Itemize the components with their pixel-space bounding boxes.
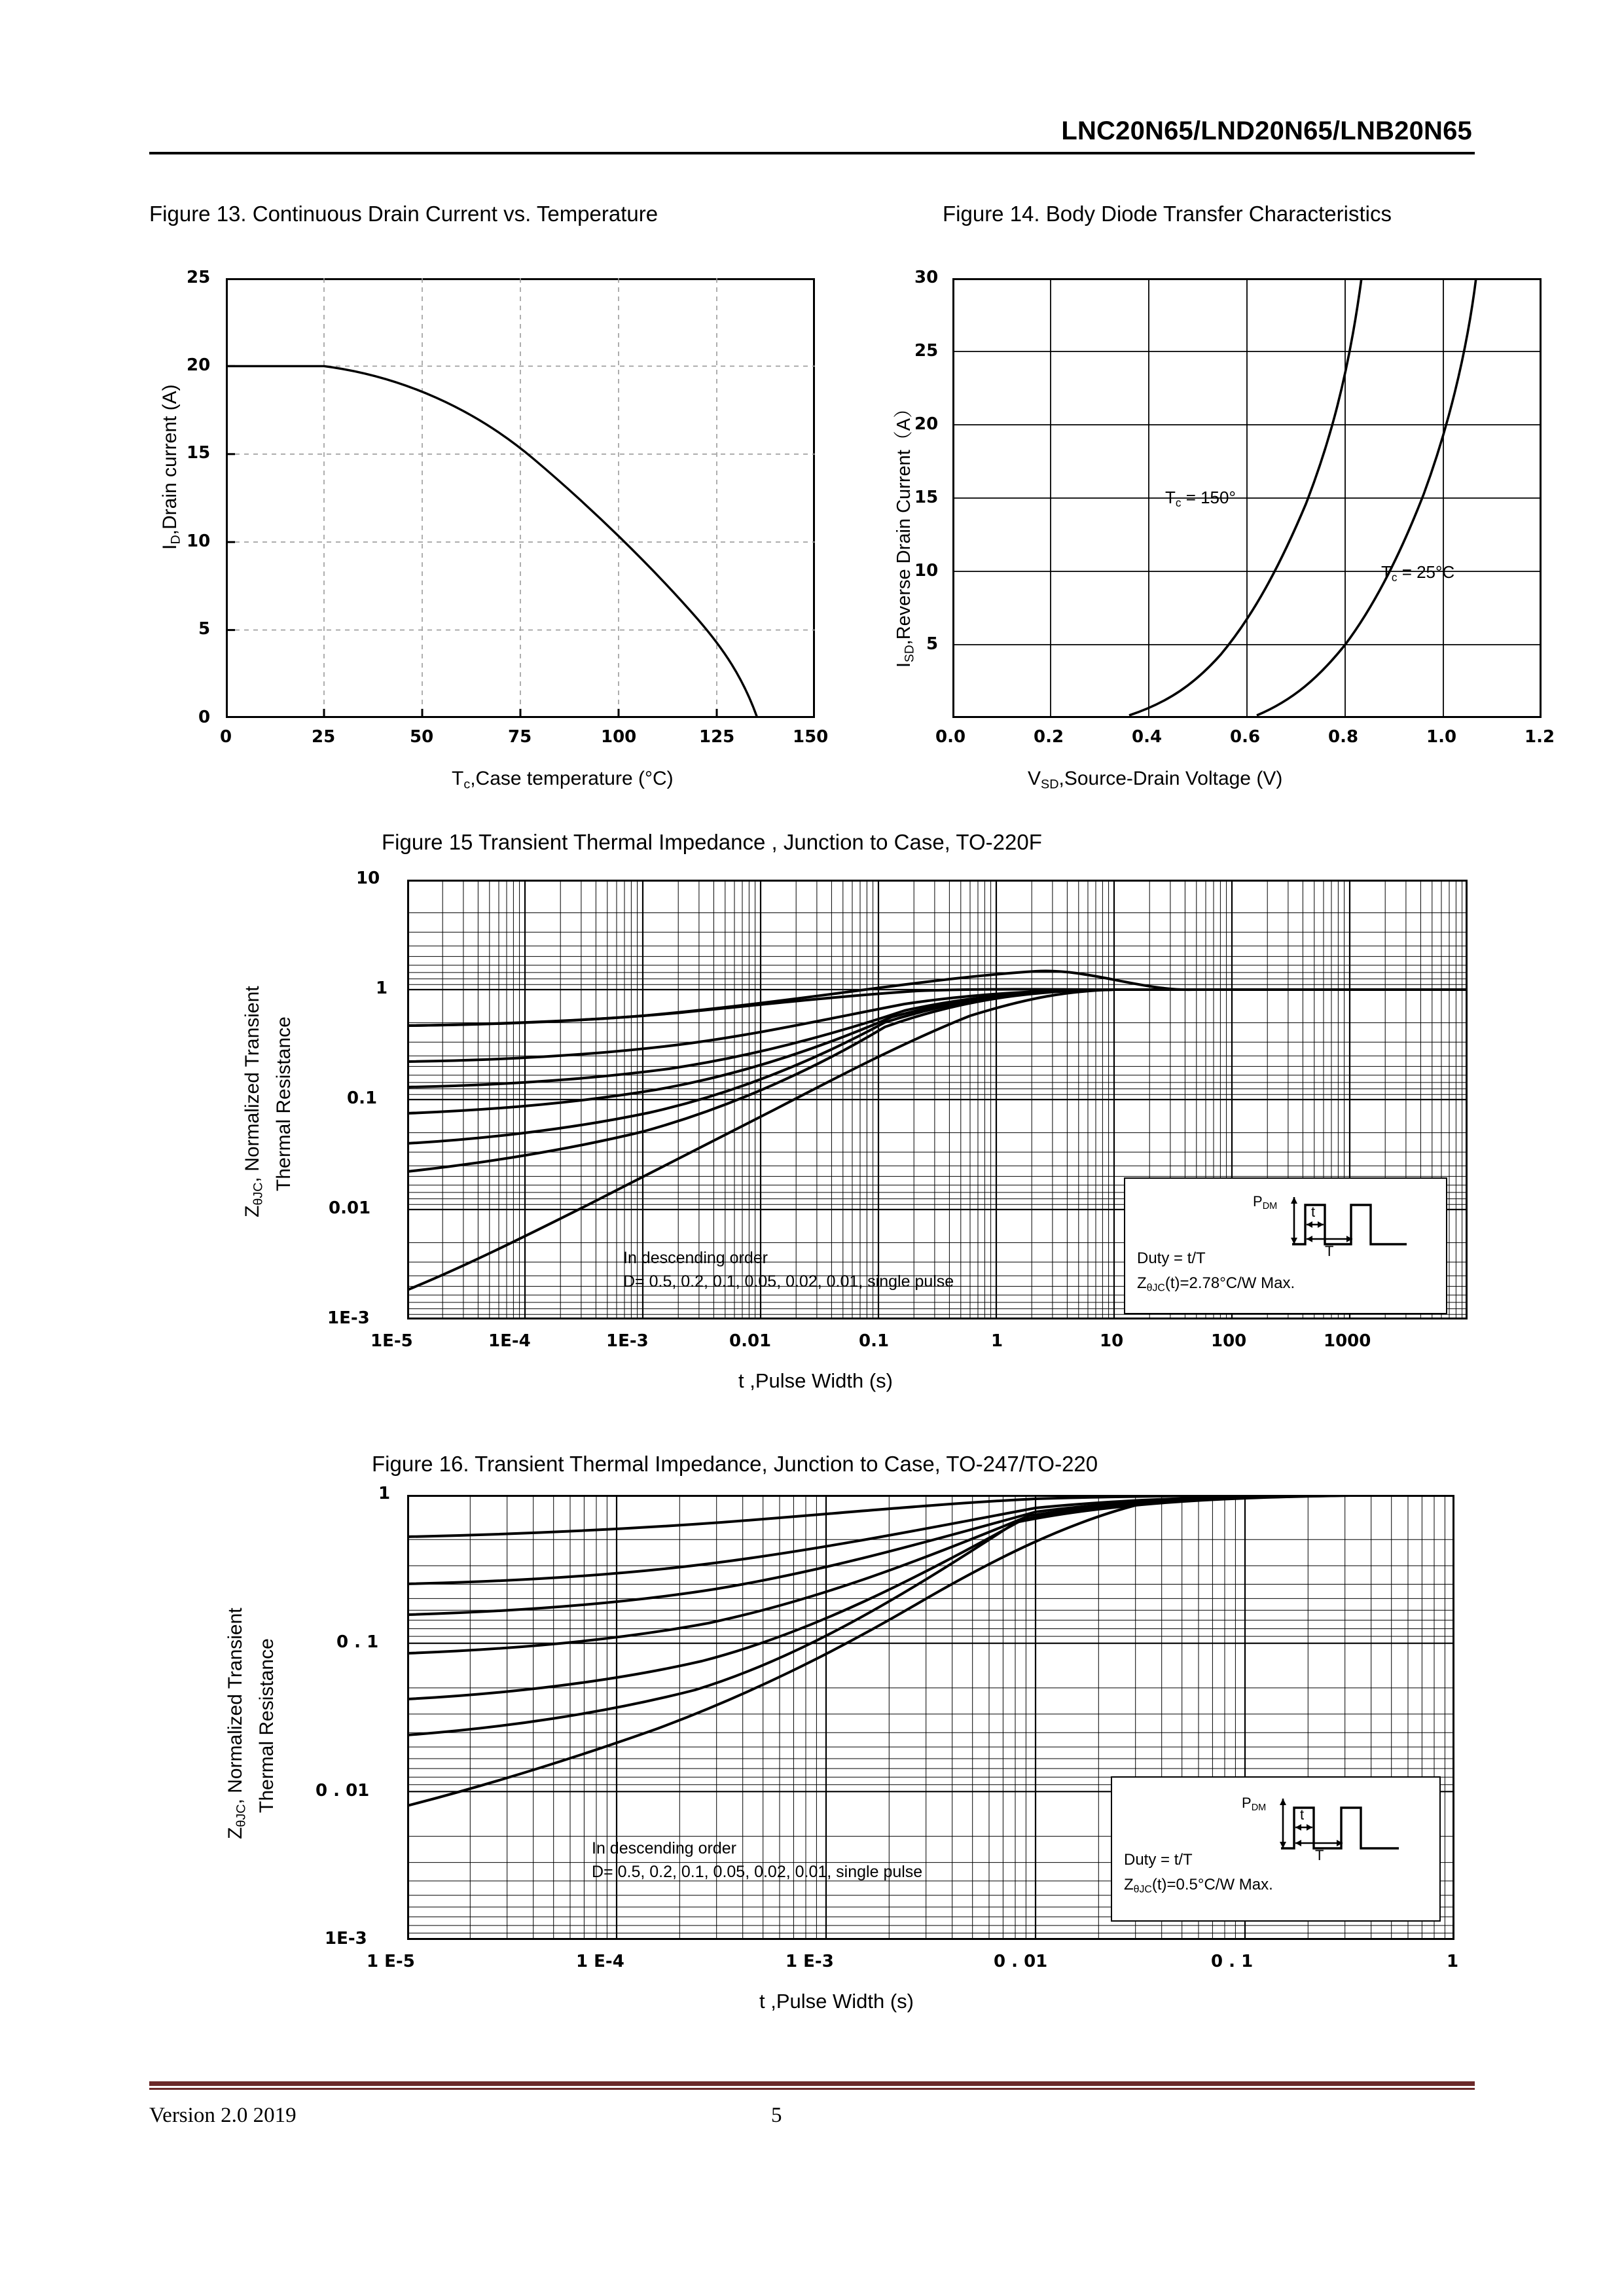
- figure-13-y-axis-label: [159, 384, 184, 550]
- fig15-xtick-1E-4: 1E-4: [488, 1331, 531, 1351]
- figure-16-descending-note: [592, 1837, 922, 1884]
- fig14-xtick-0.4: 0.4: [1132, 727, 1163, 747]
- fig15-inset-t-label: t: [1311, 1204, 1316, 1220]
- fig14-ylabel-symbol: I: [893, 662, 914, 668]
- fig16-inset-pdm-label: [1242, 1795, 1266, 1813]
- fig15-ytick-1: 1: [376, 978, 388, 998]
- figure-15-inset: [1124, 1177, 1447, 1314]
- figure-15-x-axis-label: t ,Pulse Width (s): [738, 1369, 893, 1392]
- fig13-ylabel-symbol: I: [159, 544, 181, 550]
- figure-13-plot: [187, 268, 829, 747]
- fig14-ytick-25: 25: [914, 341, 939, 361]
- fig15-ytick-0.1: 0.1: [347, 1088, 378, 1108]
- fig16-xtick-1E-5: 1 E-5: [367, 1952, 415, 1971]
- figure-14-plot: [914, 268, 1555, 747]
- fig15-inset-z-symbol: Z: [1137, 1274, 1147, 1292]
- fig15-inset-T-label: T: [1325, 1243, 1334, 1259]
- fig16-inset-t-label: t: [1300, 1806, 1305, 1823]
- fig15-xtick-100: 100: [1211, 1331, 1247, 1351]
- fig15-note-line2: D= 0.5, 0.2, 0.1, 0.05, 0.02, 0.01, single pulse: [623, 1272, 954, 1291]
- fig13-ytick-15: 15: [187, 443, 211, 463]
- fig13-xlabel-sub: c: [463, 777, 471, 792]
- fig15-note-line1: In descending order: [623, 1249, 768, 1267]
- fig15-ylabel-symbol: Z: [242, 1205, 263, 1217]
- fig15-inset-duty: Duty = t/T: [1137, 1249, 1206, 1267]
- figure-15-plot: [327, 869, 1468, 1351]
- fig14-ylabel-sub: SD: [903, 645, 917, 662]
- fig16-inset-pdm-symbol: P: [1242, 1795, 1252, 1811]
- fig15-ylabel-text: , Normalized Transient: [242, 986, 263, 1183]
- fig14-ytick-10: 10: [914, 561, 939, 581]
- fig13-xtick-150: 150: [793, 727, 829, 747]
- fig14-xlabel-symbol: V: [1028, 768, 1041, 789]
- fig15-xtick-1: 1: [991, 1331, 1003, 1351]
- fig16-note-line2: D= 0.5, 0.2, 0.1, 0.05, 0.02, 0.01, single pulse: [592, 1863, 923, 1882]
- fig14-ann-hot-sub: c: [1175, 495, 1182, 509]
- fig16-inset-zthjc: [1124, 1876, 1273, 1895]
- footer-page-number: 5: [771, 2104, 782, 2127]
- fig16-note-line1: In descending order: [592, 1839, 736, 1857]
- fig13-xtick-100: 100: [601, 727, 637, 747]
- fig14-ann-cold-text: = 25°C: [1397, 562, 1455, 582]
- fig16-xtick-1E-3: 1 E-3: [785, 1952, 834, 1971]
- fig14-ytick-20: 20: [914, 414, 939, 434]
- figure-16-y-axis-label-2: Thermal Resistance: [256, 1638, 278, 1813]
- fig14-ytick-30: 30: [914, 268, 939, 287]
- fig15-xtick-10: 10: [1100, 1331, 1124, 1351]
- fig15-xtick-0.1: 0.1: [859, 1331, 890, 1351]
- fig15-xtick-1000: 1000: [1324, 1331, 1371, 1351]
- fig14-annotation-hot: [1165, 488, 1236, 510]
- fig14-ann-cold-symbol: T: [1381, 562, 1392, 582]
- fig13-ylabel-text: ,Drain current (A): [159, 384, 181, 535]
- figure-15-caption: Figure 15 Transient Thermal Impedance , Junction to Case, TO-220F: [382, 830, 1042, 854]
- fig16-inset-duty: Duty = t/T: [1124, 1851, 1193, 1869]
- figure-15-y-axis-label-1: [242, 986, 266, 1217]
- fig13-ytick-10: 10: [187, 531, 211, 551]
- figure-16-caption: Figure 16. Transient Thermal Impedance, Junction to Case, TO-247/TO-220: [372, 1452, 1098, 1476]
- figure-16-plot: [316, 1484, 1459, 1971]
- figure-13-caption: Figure 13. Continuous Drain Current vs. Temperature: [149, 202, 659, 226]
- fig13-xtick-50: 50: [410, 727, 434, 747]
- fig13-xlabel-text: ,Case temperature (°C): [470, 768, 674, 789]
- fig15-inset-z-text: (t)=2.78°C/W Max.: [1164, 1274, 1295, 1292]
- fig14-ylabel-text: ,Reverse Drain Current（A）: [893, 399, 914, 645]
- fig15-xtick-0.01: 0.01: [729, 1331, 772, 1351]
- fig15-inset-pdm-sub: DM: [1262, 1201, 1278, 1212]
- fig15-ylabel-sub: θJC: [251, 1182, 266, 1206]
- figure-15-descending-note: [623, 1246, 954, 1294]
- fig16-inset-pdm-sub: DM: [1251, 1803, 1267, 1814]
- fig14-ytick-15: 15: [914, 488, 939, 507]
- figure-13-x-axis-label: [452, 768, 674, 793]
- fig13-ytick-20: 20: [187, 355, 211, 375]
- fig16-xtick-1: 1: [1447, 1952, 1459, 1971]
- figure-14-caption: Figure 14. Body Diode Transfer Characteristics: [943, 202, 1392, 226]
- fig16-inset-z-symbol: Z: [1124, 1876, 1134, 1893]
- fig15-ytick-1E-3: 1E-3: [327, 1308, 370, 1328]
- fig16-ylabel-symbol: Z: [225, 1827, 246, 1839]
- fig15-ytick-0.01: 0.01: [329, 1198, 371, 1218]
- fig15-xtick-1E-3: 1E-3: [606, 1331, 649, 1351]
- fig13-ylabel-sub: D: [168, 535, 183, 545]
- fig15-inset-pdm-symbol: P: [1253, 1193, 1263, 1210]
- fig16-ytick-1E-3: 1E-3: [325, 1929, 367, 1948]
- fig14-xtick-0.2: 0.2: [1034, 727, 1064, 747]
- fig14-ytick-5: 5: [926, 634, 939, 654]
- footer-divider-thick: [149, 2081, 1475, 2086]
- page-header-title: LNC20N65/LND20N65/LNB20N65: [1061, 117, 1472, 145]
- fig14-xtick-0.8: 0.8: [1328, 727, 1359, 747]
- fig16-inset-z-sub: θJC: [1133, 1884, 1152, 1895]
- header-divider: [149, 152, 1475, 154]
- fig14-annotation-cold: [1381, 562, 1454, 584]
- fig16-ylabel-text: , Normalized Transient: [225, 1607, 246, 1804]
- figure-16-inset: [1111, 1776, 1441, 1922]
- fig16-xtick-0.1: 0 . 1: [1211, 1952, 1254, 1971]
- fig16-inset-z-text: (t)=0.5°C/W Max.: [1151, 1876, 1273, 1893]
- fig13-xtick-75: 75: [508, 727, 532, 747]
- fig16-ytick-1: 1: [378, 1484, 391, 1503]
- fig15-inset-z-sub: θJC: [1146, 1282, 1165, 1294]
- fig14-xtick-1.0: 1.0: [1426, 727, 1457, 747]
- fig15-xtick-1E-5: 1E-5: [370, 1331, 413, 1351]
- figure-16-x-axis-label: t ,Pulse Width (s): [759, 1990, 914, 2013]
- fig14-xlabel-text: ,Source-Drain Voltage (V): [1058, 768, 1283, 789]
- fig13-xtick-25: 25: [312, 727, 336, 747]
- fig16-xtick-0.01: 0 . 01: [994, 1952, 1048, 1971]
- fig16-xtick-1E-4: 1 E-4: [576, 1952, 624, 1971]
- fig16-ytick-0.01: 0 . 01: [316, 1781, 370, 1801]
- fig13-xtick-125: 125: [699, 727, 735, 747]
- fig13-xlabel-symbol: T: [452, 768, 464, 789]
- fig16-ylabel-sub: θJC: [234, 1804, 249, 1827]
- fig15-inset-pdm-label: [1253, 1193, 1277, 1211]
- fig14-xlabel-sub: SD: [1041, 777, 1059, 792]
- fig14-xtick-0.6: 0.6: [1230, 727, 1261, 747]
- fig15-inset-zthjc: [1137, 1274, 1295, 1294]
- fig14-ann-hot-symbol: T: [1165, 488, 1176, 507]
- fig14-ann-cold-sub: c: [1391, 570, 1398, 584]
- figure-14-x-axis-label: [1028, 768, 1282, 793]
- fig13-ytick-5: 5: [198, 619, 211, 639]
- fig16-inset-T-label: T: [1315, 1847, 1324, 1863]
- figure-16-y-axis-label-1: [225, 1607, 249, 1839]
- fig15-ytick-10: 10: [356, 869, 380, 888]
- fig14-xtick-0.0: 0.0: [935, 727, 966, 747]
- figure-15-y-axis-label-2: Thermal Resistance: [273, 1016, 295, 1191]
- figure-14-y-axis-label: [889, 399, 917, 668]
- fig14-xtick-1.2: 1.2: [1525, 727, 1555, 747]
- footer-divider-thin: [149, 2088, 1475, 2090]
- fig14-ann-hot-text: = 150°: [1181, 488, 1236, 507]
- fig13-ytick-25: 25: [187, 268, 211, 287]
- fig16-ytick-0.1: 0 . 1: [336, 1632, 379, 1652]
- fig13-ytick-0: 0: [198, 708, 211, 727]
- fig13-xtick-0: 0: [220, 727, 232, 747]
- footer-version: Version 2.0 2019: [149, 2104, 297, 2127]
